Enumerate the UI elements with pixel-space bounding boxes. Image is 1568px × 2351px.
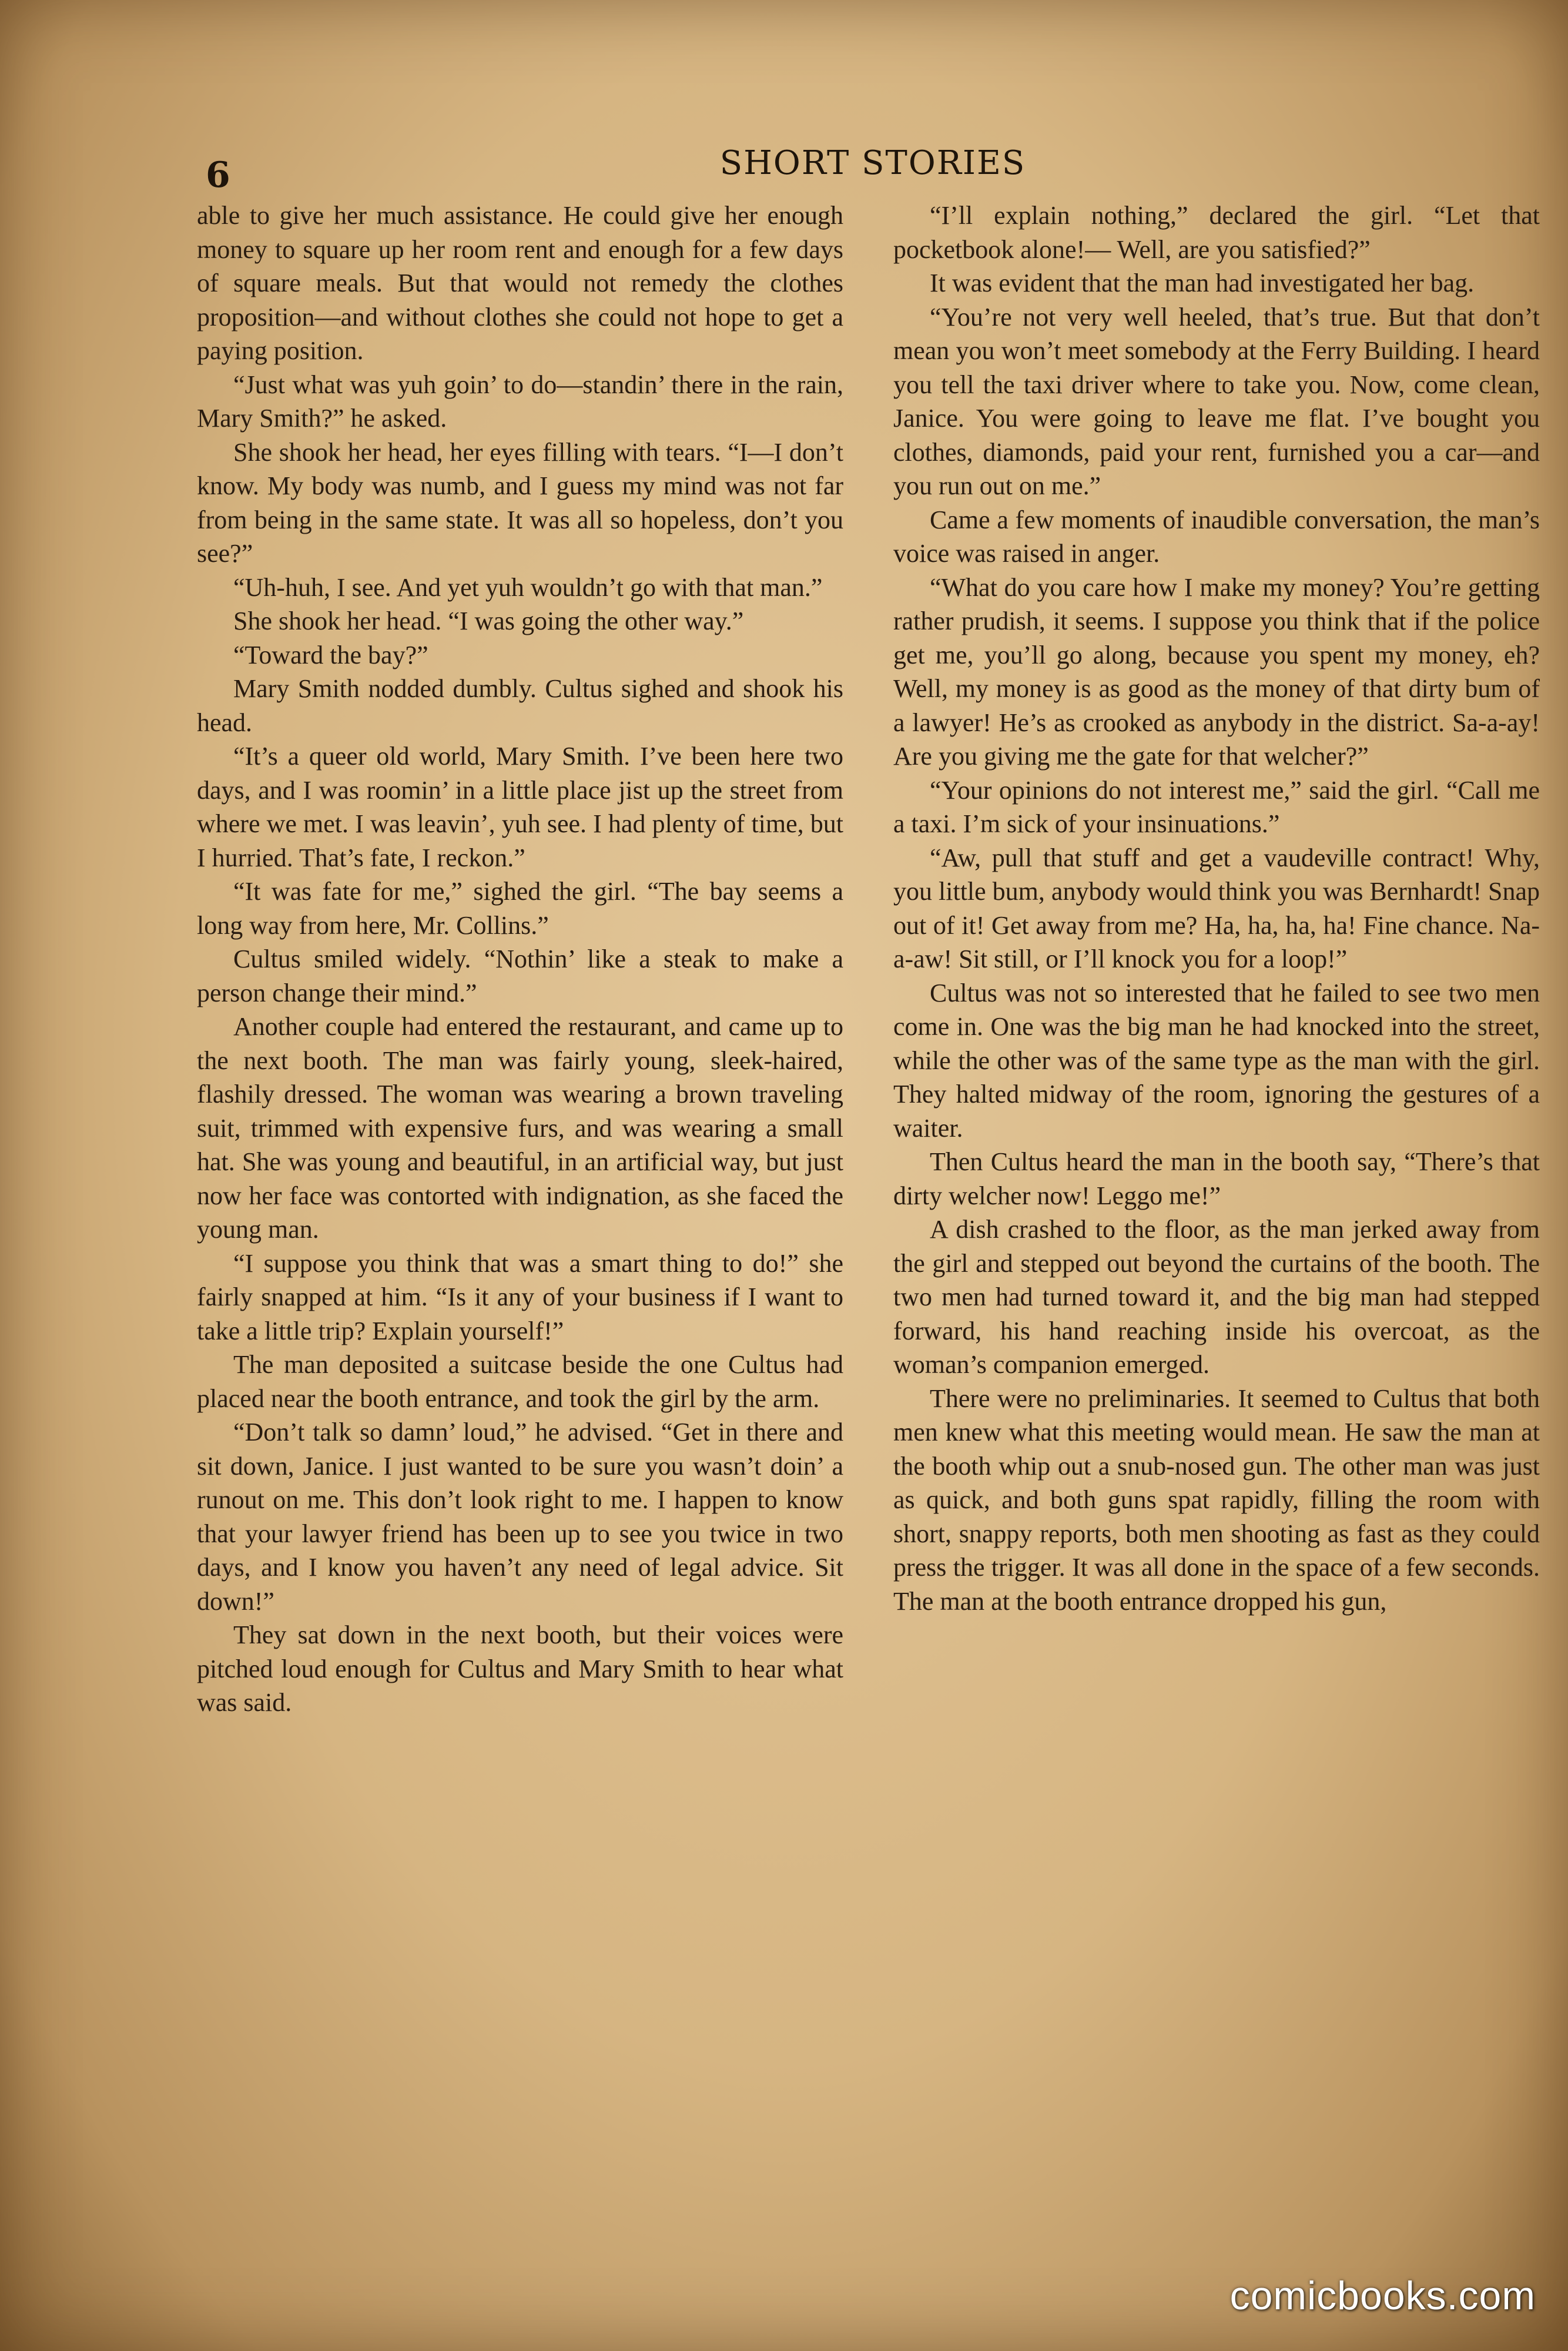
right-column: [893, 199, 1540, 1618]
paragraph: It was evident that the man had investigated her bag.: [930, 269, 1475, 297]
paragraph: “Toward the bay?”: [233, 640, 428, 669]
paragraph: “You’re not very well heeled, that’s true. But that don’t mean you won’t meet somebody at the Ferry Building. I heard you tell the taxi driver where to take you. Now, come clean, Janice. You were going to leave me flat. I’ve bought you clothes, diamonds, paid your rent, furnished you a car—and you run out on me.”: [893, 302, 1540, 500]
paragraph: “Your opinions do not interest me,” said the girl. “Call me a taxi. I’m sick of your insinuations.”: [893, 775, 1540, 838]
paragraph: Another couple had entered the restaurant, and came up to the next booth. The man was fairly young, sleek-haired, flashily dressed. The woman was wearing a brown traveling suit, trimmed with expensive furs, and was wearing a small hat. She was young and beautiful, in an artificial way, but just now her face was contorted with indignation, as she faced the young man.: [197, 1012, 843, 1244]
paragraph: “I suppose you think that was a smart thing to do!” she fairly snapped at him. “Is it any of your business if I want to take a little trip? Explain yourself!”: [197, 1248, 843, 1345]
running-head: SHORT STORIES: [719, 144, 1026, 182]
paragraph: Cultus smiled widely. “Nothin’ like a steak to make a person change their mind.”: [197, 945, 843, 1007]
paragraph: They sat down in the next booth, but their voices were pitched loud enough for Cultus and Mary Smith to hear what was said.: [197, 1620, 843, 1717]
paragraph: “It’s a queer old world, Mary Smith. I’ve been here two days, and I was roomin’ in a little place jist up the street from where we met. I was leavin’, yuh see. I had plenty of time, but I hurried. That’s fate, I reckon.”: [197, 742, 843, 872]
paragraph: Came a few moments of inaudible conversation, the man’s voice was raised in anger.: [893, 505, 1540, 568]
paragraph: “Uh-huh, I see. And yet yuh wouldn’t go with that man.”: [233, 572, 823, 602]
paragraph: The man deposited a suitcase beside the one Cultus had placed near the booth entrance, and took the girl by the arm.: [197, 1350, 843, 1413]
paragraph: “What do you care how I make my money? You’re getting rather prudish, it seems. I suppose you think that if the police get me, you’ll go along, because you spent my money, eh? Well, my money is as good as the money of that dirty bum of a lawyer! He’s as crooked as anybody in the district. Sa-a-ay! Are you giving me the gate for that welcher?”: [893, 572, 1540, 771]
paragraph: “I’ll explain nothing,” declared the girl. “Let that pocketbook alone!— Well, are you satisfied?”: [893, 201, 1540, 264]
paragraph: “Aw, pull that stuff and get a vaudeville contract! Why, you little bum, anybody would think you was Bernhardt! Snap out of it! Get away from me? Ha, ha, ha, ha! Fine chance. Na-a-aw! Sit still, or I’ll knock you for a loop!”: [893, 843, 1540, 973]
page-header: [206, 144, 1540, 197]
left-column: [197, 199, 843, 1720]
paragraph: “Don’t talk so damn’ loud,” he advised. “Get in there and sit down, Janice. I just wanted to be sure you wasn’t doin’ a runout on me. This don’t look right to me. I happen to know that your lawyer friend has been up to see you twice in two days, and I know you haven’t any need of legal advice. Sit down!”: [197, 1418, 843, 1616]
watermark: comicbooks.com: [1229, 2273, 1536, 2318]
paragraph: She shook her head. “I was going the other way.”: [233, 607, 744, 635]
paragraph: There were no preliminaries. It seemed to Cultus that both men knew what this meeting would mean. He saw the man at the booth whip out a snub-nosed gun. The other man was just as quick, and both guns spat rapidly, filling the room with short, snappy reports, both men shooting as fast as they could press the trigger. It was all done in the space of a few seconds. The man at the booth entrance dropped his gun,: [893, 1384, 1540, 1616]
paragraph: able to give her much assistance. He could give her enough money to square up her room rent and enough for a few days of square meals. But that would not remedy the clothes proposition—and without clothes she could not hope to get a paying position.: [197, 201, 843, 365]
paragraph: She shook her head, her eyes filling with tears. “I—I don’t know. My body was numb, and I guess my mind was not far from being in the same state. It was all so hopeless, don’t you see?”: [197, 437, 843, 568]
paragraph: A dish crashed to the floor, as the man jerked away from the girl and stepped out beyond the curtains of the booth. The two men had turned toward it, and the big man had stepped forward, his hand reaching inside his overcoat, as the woman’s companion emerged.: [893, 1215, 1540, 1379]
paragraph: Cultus was not so interested that he failed to see two men come in. One was the big man he had knocked into the street, while the other was of the same type as the man with the girl. They halted midway of the room, ignoring the gestures of a waiter.: [893, 978, 1540, 1143]
paragraph: Mary Smith nodded dumbly. Cultus sighed and shook his head.: [197, 674, 843, 737]
page-number: 6: [206, 155, 230, 196]
paragraph: “Just what was yuh goin’ to do—standin’ there in the rain, Mary Smith?” he asked.: [197, 370, 843, 433]
paragraph: “It was fate for me,” sighed the girl. “The bay seems a long way from here, Mr. Collins.”: [197, 877, 843, 940]
paragraph: Then Cultus heard the man in the booth say, “There’s that dirty welcher now! Leggo me!”: [893, 1147, 1540, 1210]
